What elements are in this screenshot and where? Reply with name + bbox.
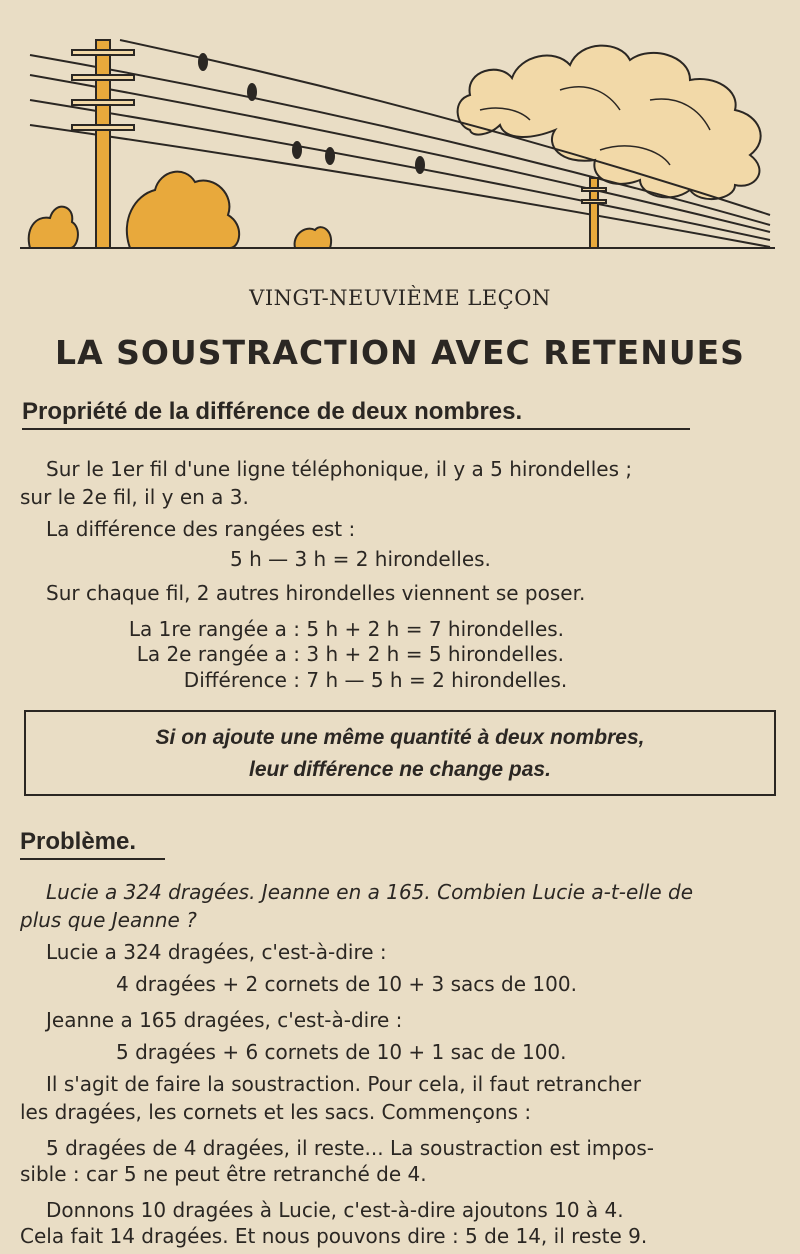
s1-line5: Sur chaque fil, 2 autres hirondelles viennent se poser. xyxy=(46,581,586,605)
rule-line-2: leur différence ne change pas. xyxy=(249,758,551,781)
s2-line2: 4 dragées + 2 cornets de 10 + 3 sacs de 100. xyxy=(116,972,577,996)
s1-line2: sur le 2e fil, il y en a 3. xyxy=(20,485,249,509)
calc-row-3-label: Différence : xyxy=(183,668,300,692)
rule-box xyxy=(24,710,776,796)
problem-question-1: Lucie a 324 dragées. Jeanne en a 165. Combien Lucie a-t-elle de xyxy=(46,880,694,904)
calc-row-1-label: La 1re rangée a : xyxy=(128,617,300,641)
problem-question-2: plus que Jeanne ? xyxy=(20,908,197,932)
calc-row-3 xyxy=(110,668,567,692)
s2-line8: sible : car 5 ne peut être retranché de 4. xyxy=(20,1162,427,1186)
rule-line-1: Si on ajoute une même quantité à deux nombres, xyxy=(155,726,645,749)
s2-line1: Lucie a 324 dragées, c'est-à-dire : xyxy=(46,940,387,964)
illustration-telephone-line xyxy=(0,0,800,275)
cloud xyxy=(458,46,761,199)
s2-line3: Jeanne a 165 dragées, c'est-à-dire : xyxy=(46,1008,403,1032)
calc-row-3-expr: 7 h — 5 h = 2 hirondelles. xyxy=(306,668,568,692)
s2-line7: 5 dragées de 4 dragées, il reste... La soustraction est impos- xyxy=(46,1136,654,1160)
calc-row-2-expr: 3 h + 2 h = 5 hirondelles. xyxy=(306,642,565,666)
s1-line4: 5 h — 3 h = 2 hirondelles. xyxy=(230,547,491,571)
calc-row-2 xyxy=(110,642,564,666)
s2-line4: 5 dragées + 6 cornets de 10 + 1 sac de 100. xyxy=(116,1040,567,1064)
telephone-pole-main xyxy=(72,40,134,248)
s1-line3: La différence des rangées est : xyxy=(46,517,356,541)
lesson-title: LA SOUSTRACTION AVEC RETENUES xyxy=(55,333,745,372)
calc-row-1-expr: 5 h + 2 h = 7 hirondelles. xyxy=(306,617,565,641)
lesson-number: VINGT-NEUVIÈME LEÇON xyxy=(249,286,551,310)
s2-line6: les dragées, les cornets et les sacs. Commençons : xyxy=(20,1100,532,1124)
s2-line9: Donnons 10 dragées à Lucie, c'est-à-dire ajoutons 10 à 4. xyxy=(46,1198,624,1222)
s1-line1: Sur le 1er fil d'une ligne téléphonique, il y a 5 hirondelles ; xyxy=(46,457,633,481)
calc-row-1 xyxy=(110,617,564,641)
calc-row-2-label: La 2e rangée a : xyxy=(136,642,300,666)
s2-line5: Il s'agit de faire la soustraction. Pour cela, il faut retrancher xyxy=(46,1072,641,1096)
s2-line10: Cela fait 14 dragées. Et nous pouvons dire : 5 de 14, il reste 9. xyxy=(20,1224,648,1248)
section2-heading: Problème. xyxy=(20,828,165,860)
section1-heading: Propriété de la différence de deux nombres. xyxy=(22,398,690,430)
bushes xyxy=(29,172,331,248)
